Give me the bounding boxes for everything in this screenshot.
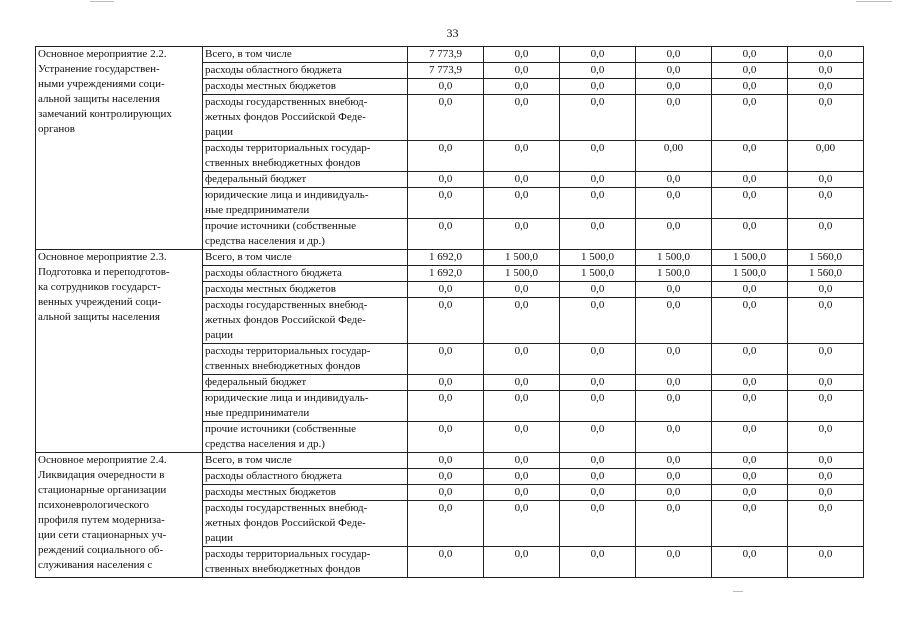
amount-cell: 0,0 xyxy=(484,298,560,344)
amount-cell: 0,0 xyxy=(408,469,484,485)
amount-cell: 0,0 xyxy=(636,375,712,391)
funding-source: расходы местных бюджетов xyxy=(203,79,408,95)
amount-cell: 0,0 xyxy=(636,501,712,547)
amount-cell: 0,0 xyxy=(636,422,712,453)
amount-cell: 0,0 xyxy=(636,219,712,250)
funding-table-body xyxy=(36,47,864,578)
amount-cell: 0,0 xyxy=(408,188,484,219)
amount-cell: 0,0 xyxy=(408,219,484,250)
amount-cell: 0,0 xyxy=(408,172,484,188)
amount-cell: 0,0 xyxy=(484,501,560,547)
funding-source: расходы государственных внебюд- жетных фондов Российской Феде- рации xyxy=(203,95,408,141)
amount-cell: 0,0 xyxy=(636,547,712,578)
funding-source: расходы областного бюджета xyxy=(203,469,408,485)
amount-cell: 0,0 xyxy=(788,501,864,547)
amount-cell: 0,0 xyxy=(560,469,636,485)
amount-cell: 0,00 xyxy=(788,141,864,172)
amount-cell: 0,0 xyxy=(560,501,636,547)
table-row xyxy=(36,47,864,63)
amount-cell: 0,0 xyxy=(560,141,636,172)
funding-source: расходы областного бюджета xyxy=(203,266,408,282)
amount-cell: 0,0 xyxy=(788,547,864,578)
amount-cell: 0,0 xyxy=(712,547,788,578)
amount-cell: 0,0 xyxy=(712,375,788,391)
amount-cell: 0,0 xyxy=(408,485,484,501)
scan-mark-bottom xyxy=(733,591,743,592)
amount-cell: 0,0 xyxy=(788,298,864,344)
amount-cell: 0,0 xyxy=(484,469,560,485)
amount-cell: 0,0 xyxy=(712,63,788,79)
amount-cell: 0,0 xyxy=(484,47,560,63)
amount-cell: 7 773,9 xyxy=(408,47,484,63)
amount-cell: 1 560,0 xyxy=(788,250,864,266)
amount-cell: 0,0 xyxy=(484,172,560,188)
amount-cell: 0,0 xyxy=(560,391,636,422)
amount-cell: 0,0 xyxy=(636,188,712,219)
amount-cell: 0,0 xyxy=(788,188,864,219)
amount-cell: 0,0 xyxy=(484,219,560,250)
funding-source: Всего, в том числе xyxy=(203,47,408,63)
amount-cell: 0,0 xyxy=(712,453,788,469)
amount-cell: 0,0 xyxy=(560,375,636,391)
amount-cell: 0,0 xyxy=(788,485,864,501)
amount-cell: 0,0 xyxy=(560,453,636,469)
amount-cell: 1 500,0 xyxy=(636,266,712,282)
amount-cell: 0,0 xyxy=(788,47,864,63)
funding-source: расходы государственных внебюд- жетных фондов Российской Феде- рации xyxy=(203,298,408,344)
amount-cell: 7 773,9 xyxy=(408,63,484,79)
amount-cell: 1 500,0 xyxy=(560,250,636,266)
amount-cell: 0,0 xyxy=(788,453,864,469)
amount-cell: 0,0 xyxy=(408,141,484,172)
funding-source: юридические лица и индивидуаль- ные предприниматели xyxy=(203,391,408,422)
amount-cell: 1 500,0 xyxy=(636,250,712,266)
amount-cell: 0,0 xyxy=(712,485,788,501)
amount-cell: 0,0 xyxy=(712,282,788,298)
amount-cell: 0,0 xyxy=(788,172,864,188)
amount-cell: 0,0 xyxy=(712,422,788,453)
funding-source: расходы областного бюджета xyxy=(203,63,408,79)
amount-cell: 0,0 xyxy=(408,422,484,453)
amount-cell: 0,0 xyxy=(560,79,636,95)
amount-cell: 0,0 xyxy=(484,188,560,219)
amount-cell: 0,0 xyxy=(712,172,788,188)
amount-cell: 0,0 xyxy=(560,172,636,188)
scan-mark-top-right xyxy=(856,1,892,2)
amount-cell: 0,0 xyxy=(788,63,864,79)
funding-source: расходы территориальных государ- ственных внебюджетных фондов xyxy=(203,344,408,375)
amount-cell: 0,0 xyxy=(636,63,712,79)
amount-cell: 0,0 xyxy=(560,344,636,375)
amount-cell: 0,0 xyxy=(408,501,484,547)
amount-cell: 1 500,0 xyxy=(712,250,788,266)
amount-cell: 0,0 xyxy=(636,172,712,188)
funding-source: прочие источники (собственные средства населения и др.) xyxy=(203,422,408,453)
amount-cell: 0,0 xyxy=(408,375,484,391)
amount-cell: 0,0 xyxy=(408,453,484,469)
amount-cell: 0,0 xyxy=(788,469,864,485)
amount-cell: 0,0 xyxy=(788,375,864,391)
amount-cell: 0,0 xyxy=(788,422,864,453)
amount-cell: 0,0 xyxy=(712,188,788,219)
amount-cell: 0,0 xyxy=(560,95,636,141)
amount-cell: 1 500,0 xyxy=(484,250,560,266)
amount-cell: 0,0 xyxy=(484,141,560,172)
funding-source: федеральный бюджет xyxy=(203,172,408,188)
amount-cell: 0,0 xyxy=(484,63,560,79)
funding-source: прочие источники (собственные средства населения и др.) xyxy=(203,219,408,250)
measure-description: Основное мероприятие 2.2. Устранение государствен- ными учреждениями соци- альной защиты населения замечаний контролирующих органов xyxy=(36,47,203,250)
funding-source: Всего, в том числе xyxy=(203,453,408,469)
amount-cell: 0,0 xyxy=(712,391,788,422)
amount-cell: 0,0 xyxy=(712,95,788,141)
funding-source: расходы территориальных государ- ственных внебюджетных фондов xyxy=(203,547,408,578)
amount-cell: 0,0 xyxy=(484,79,560,95)
amount-cell: 0,0 xyxy=(560,547,636,578)
measure-description: Основное мероприятие 2.4. Ликвидация очередности в стационарные организации психоневрологического профиля путем модерниза- ции сети стационарных уч- реждений социального об- служивания населения с xyxy=(36,453,203,578)
amount-cell: 0,0 xyxy=(560,282,636,298)
amount-cell: 1 500,0 xyxy=(712,266,788,282)
amount-cell: 0,0 xyxy=(408,282,484,298)
amount-cell: 0,0 xyxy=(408,298,484,344)
amount-cell: 0,0 xyxy=(560,188,636,219)
amount-cell: 1 692,0 xyxy=(408,266,484,282)
amount-cell: 0,0 xyxy=(788,344,864,375)
amount-cell: 0,0 xyxy=(484,344,560,375)
amount-cell: 0,0 xyxy=(484,282,560,298)
funding-source: юридические лица и индивидуаль- ные предприниматели xyxy=(203,188,408,219)
amount-cell: 0,0 xyxy=(712,141,788,172)
table-row xyxy=(36,453,864,469)
amount-cell: 0,0 xyxy=(484,422,560,453)
amount-cell: 0,0 xyxy=(484,95,560,141)
funding-source: Всего, в том числе xyxy=(203,250,408,266)
amount-cell: 1 500,0 xyxy=(484,266,560,282)
amount-cell: 0,0 xyxy=(788,79,864,95)
amount-cell: 0,0 xyxy=(484,391,560,422)
measure-description: Основное мероприятие 2.3. Подготовка и переподготов- ка сотрудников государст- венных учреждений соци- альной защиты населения xyxy=(36,250,203,453)
amount-cell: 0,0 xyxy=(788,391,864,422)
amount-cell: 0,0 xyxy=(560,485,636,501)
amount-cell: 0,0 xyxy=(636,485,712,501)
amount-cell: 0,0 xyxy=(636,344,712,375)
funding-source: расходы государственных внебюд- жетных фондов Российской Феде- рации xyxy=(203,501,408,547)
amount-cell: 0,0 xyxy=(484,547,560,578)
amount-cell: 0,0 xyxy=(408,79,484,95)
amount-cell: 0,0 xyxy=(408,391,484,422)
amount-cell: 0,0 xyxy=(636,298,712,344)
amount-cell: 1 692,0 xyxy=(408,250,484,266)
amount-cell: 1 500,0 xyxy=(560,266,636,282)
amount-cell: 0,0 xyxy=(408,95,484,141)
table-row xyxy=(36,250,864,266)
amount-cell: 0,0 xyxy=(788,219,864,250)
amount-cell: 0,0 xyxy=(636,95,712,141)
funding-source: расходы местных бюджетов xyxy=(203,282,408,298)
amount-cell: 0,0 xyxy=(560,298,636,344)
amount-cell: 0,0 xyxy=(712,298,788,344)
amount-cell: 0,0 xyxy=(636,282,712,298)
amount-cell: 0,0 xyxy=(636,453,712,469)
amount-cell: 0,0 xyxy=(484,485,560,501)
amount-cell: 1 560,0 xyxy=(788,266,864,282)
amount-cell: 0,0 xyxy=(712,47,788,63)
amount-cell: 0,0 xyxy=(788,282,864,298)
amount-cell: 0,0 xyxy=(560,47,636,63)
amount-cell: 0,0 xyxy=(560,63,636,79)
amount-cell: 0,0 xyxy=(712,79,788,95)
amount-cell: 0,0 xyxy=(408,547,484,578)
amount-cell: 0,0 xyxy=(636,469,712,485)
amount-cell: 0,0 xyxy=(712,219,788,250)
amount-cell: 0,0 xyxy=(636,391,712,422)
funding-source: расходы территориальных государ- ственных внебюджетных фондов xyxy=(203,141,408,172)
amount-cell: 0,0 xyxy=(712,344,788,375)
funding-table xyxy=(35,46,864,578)
amount-cell: 0,0 xyxy=(484,375,560,391)
amount-cell: 0,0 xyxy=(636,47,712,63)
funding-source: расходы местных бюджетов xyxy=(203,485,408,501)
amount-cell: 0,0 xyxy=(788,95,864,141)
amount-cell: 0,0 xyxy=(560,422,636,453)
amount-cell: 0,0 xyxy=(636,79,712,95)
amount-cell: 0,0 xyxy=(560,219,636,250)
funding-source: федеральный бюджет xyxy=(203,375,408,391)
amount-cell: 0,0 xyxy=(484,453,560,469)
scan-mark-top-left xyxy=(90,1,114,2)
amount-cell: 0,0 xyxy=(408,344,484,375)
page-number: 33 xyxy=(446,26,459,40)
amount-cell: 0,0 xyxy=(712,469,788,485)
amount-cell: 0,0 xyxy=(712,501,788,547)
amount-cell: 0,00 xyxy=(636,141,712,172)
